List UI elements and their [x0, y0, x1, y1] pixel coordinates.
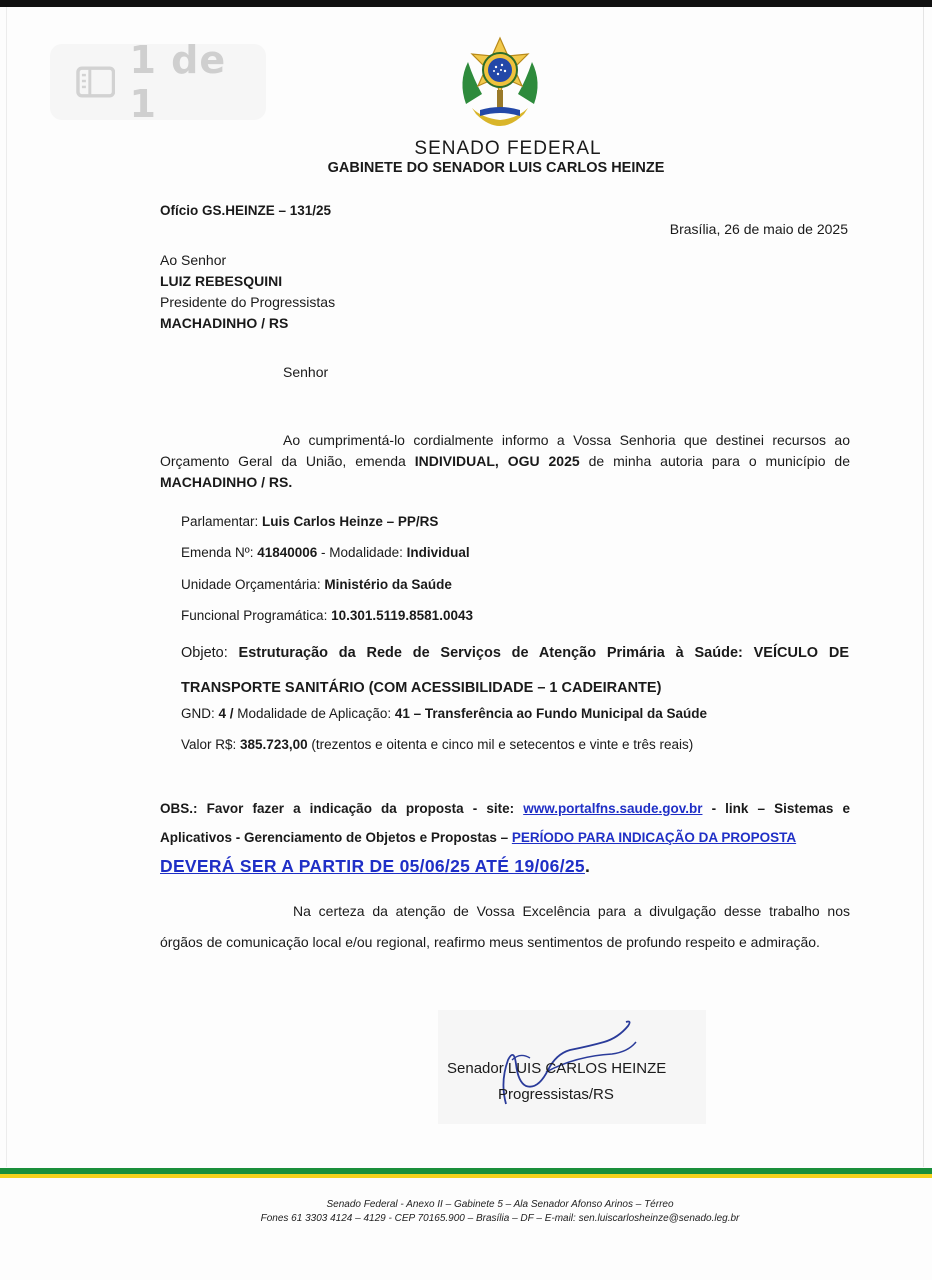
recipient-location: MACHADINHO / RS [160, 315, 289, 331]
closing-paragraph: Na certeza da atenção de Vossa Excelência para a divulgação desse trabalho nos órgãos de comunicação local e/ou regional, reafirmo meus sentimentos de profundo respeito e admiração. [160, 903, 850, 950]
detail-objeto: Objeto: Estruturação da Rede de Serviços de Atenção Primária à Saúde: VEÍCULO DE TRANSPORTE SANITÁRIO (COM ACESSIBILIDADE – 1 CADEIRANTE) [181, 645, 850, 696]
footer-stripe-yellow [0, 1174, 932, 1178]
period-link[interactable]: PERÍODO PARA INDICAÇÃO DA PROPOSTA [511, 830, 797, 845]
page-thumbnail-icon [76, 66, 115, 98]
signature-party: Progressistas/RS [498, 1086, 614, 1103]
institution-title: SENADO FEDERAL [414, 138, 602, 159]
detail-gnd: GND: 4 / Modalidade de Aplicação: 41 – Transferência ao Fundo Municipal da Saúde [181, 706, 707, 721]
brazil-coat-of-arms-icon [452, 34, 548, 130]
page-indicator-text: 1 de 1 [129, 38, 227, 126]
detail-parlamentar: Parlamentar: Luis Carlos Heinze – PP/RS [181, 514, 439, 529]
place-date: Brasília, 26 de maio de 2025 [669, 221, 848, 237]
detail-unidade: Unidade Orçamentária: Ministério da Saúde [181, 577, 452, 592]
detail-valor: Valor R$: 385.723,00 (trezentos e oitenta e cinco mil e setecentos e vinte e três reais) [181, 737, 694, 752]
letter-reference: Ofício GS.HEINZE – 131/25 [160, 203, 332, 218]
page-indicator[interactable] [50, 38, 266, 126]
page-edge [6, 7, 7, 1167]
page-edge [923, 7, 924, 1167]
footer-contact: Fones 61 3303 4124 – 4129 - CEP 70165.900 – Brasília – DF – E-mail: sen.luiscarlosheinze@senado.leg.br [260, 1213, 740, 1224]
intro-paragraph: Ao cumprimentá-lo cordialmente informo a Vossa Senhoria que destinei recursos ao Orçamento Geral da União, emenda INDIVIDUAL, OGU 2025 de minha autoria para o município de MACHADINHO / RS. [160, 432, 850, 490]
recipient-salutation: Ao Senhor [160, 252, 227, 268]
greeting: Senhor [283, 364, 329, 380]
portal-link[interactable]: www.portalfns.saude.gov.br [523, 801, 703, 816]
obs-paragraph: OBS.: Favor fazer a indicação da proposta - site: www.portalfns.saude.gov.br - link – Sistemas e Aplicativos - Gerenciamento de Objetos e Propostas – PERÍODO PARA INDICAÇÃO DA PROPOSTA DEVERÁ SER A PARTIR DE 05/06/25 ATÉ 19/06/25. [160, 801, 851, 876]
deadline-link[interactable]: DEVERÁ SER A PARTIR DE 05/06/25 ATÉ 19/06/25 [160, 856, 585, 876]
detail-emenda: Emenda Nº: 41840006 - Modalidade: Individual [181, 545, 470, 560]
office-title: GABINETE DO SENADOR LUIS CARLOS HEINZE [327, 160, 665, 176]
detail-funcional: Funcional Programática: 10.301.5119.8581.0043 [181, 608, 473, 623]
signature-name: Senador LUIS CARLOS HEINZE [447, 1060, 667, 1077]
recipient-name: LUIZ REBESQUINI [160, 273, 283, 289]
recipient-title: Presidente do Progressistas [160, 294, 336, 310]
top-bar [0, 0, 932, 7]
footer-address: Senado Federal - Anexo II – Gabinete 5 – Ala Senador Afonso Arinos – Térreo [326, 1199, 674, 1210]
